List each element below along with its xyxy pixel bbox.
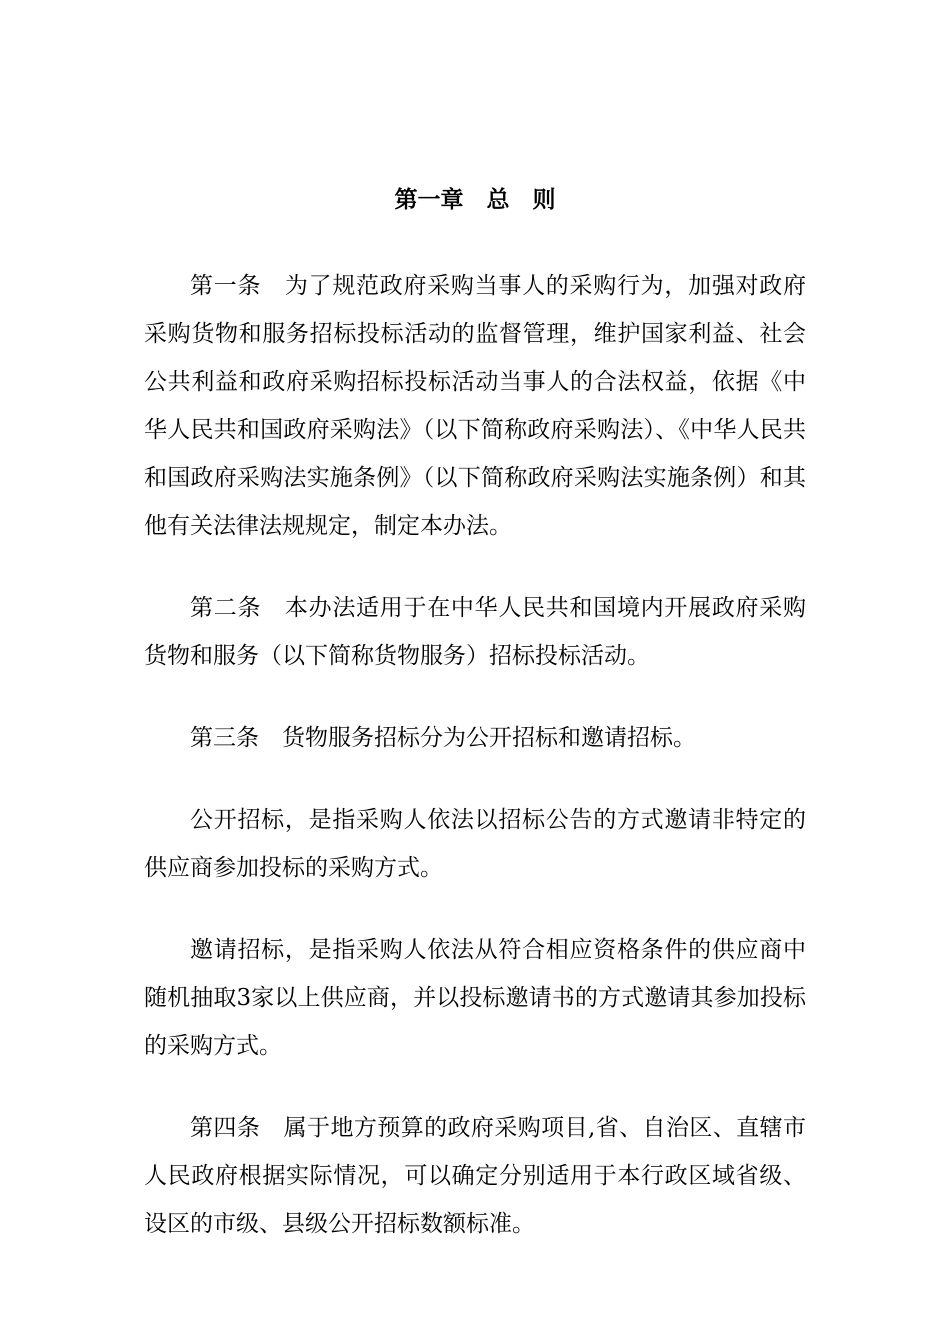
invited-tender-definition: 邀请招标，是指采购人依法从符合相应资格条件的供应商中随机抽取3家以上供应商，并以投标邀请书的方式邀请其参加投标的采购方式。 [144,937,806,1059]
document-page [144,182,806,1248]
article-2-paragraph: 第二条 本办法适用于在中华人民共和国境内开展政府采购货物和服务（以下简称货物服务）招标投标活动。 [144,595,806,669]
chapter-title: 第一章 总 则 [394,186,556,213]
article-1-paragraph: 第一条 为了规范政府采购当事人的采购行为，加强对政府采购货物和服务招标投标活动的监督管理，维护国家利益、社会公共利益和政府采购招标投标活动当事人的合法权益，依据《中华人民共和国政府采购法》（以下简称政府采购法）、《中华人民共和国政府采购法实施条例》（以下简称政府采购法实施条例）和其他有关法律法规规定，制定本办法。 [144,273,806,539]
article-3-paragraph: 第三条 货物服务招标分为公开招标和邀请招标。 [190,725,696,751]
public-tender-definition: 公开招标，是指采购人依法以招标公告的方式邀请非特定的供应商参加投标的采购方式。 [144,807,806,881]
article-4-paragraph: 第四条 属于地方预算的政府采购项目,省、自治区、直辖市人民政府根据实际情况，可以确定分别适用于本行政区域省级、设区的市级、县级公开招标数额标准。 [144,1115,806,1237]
